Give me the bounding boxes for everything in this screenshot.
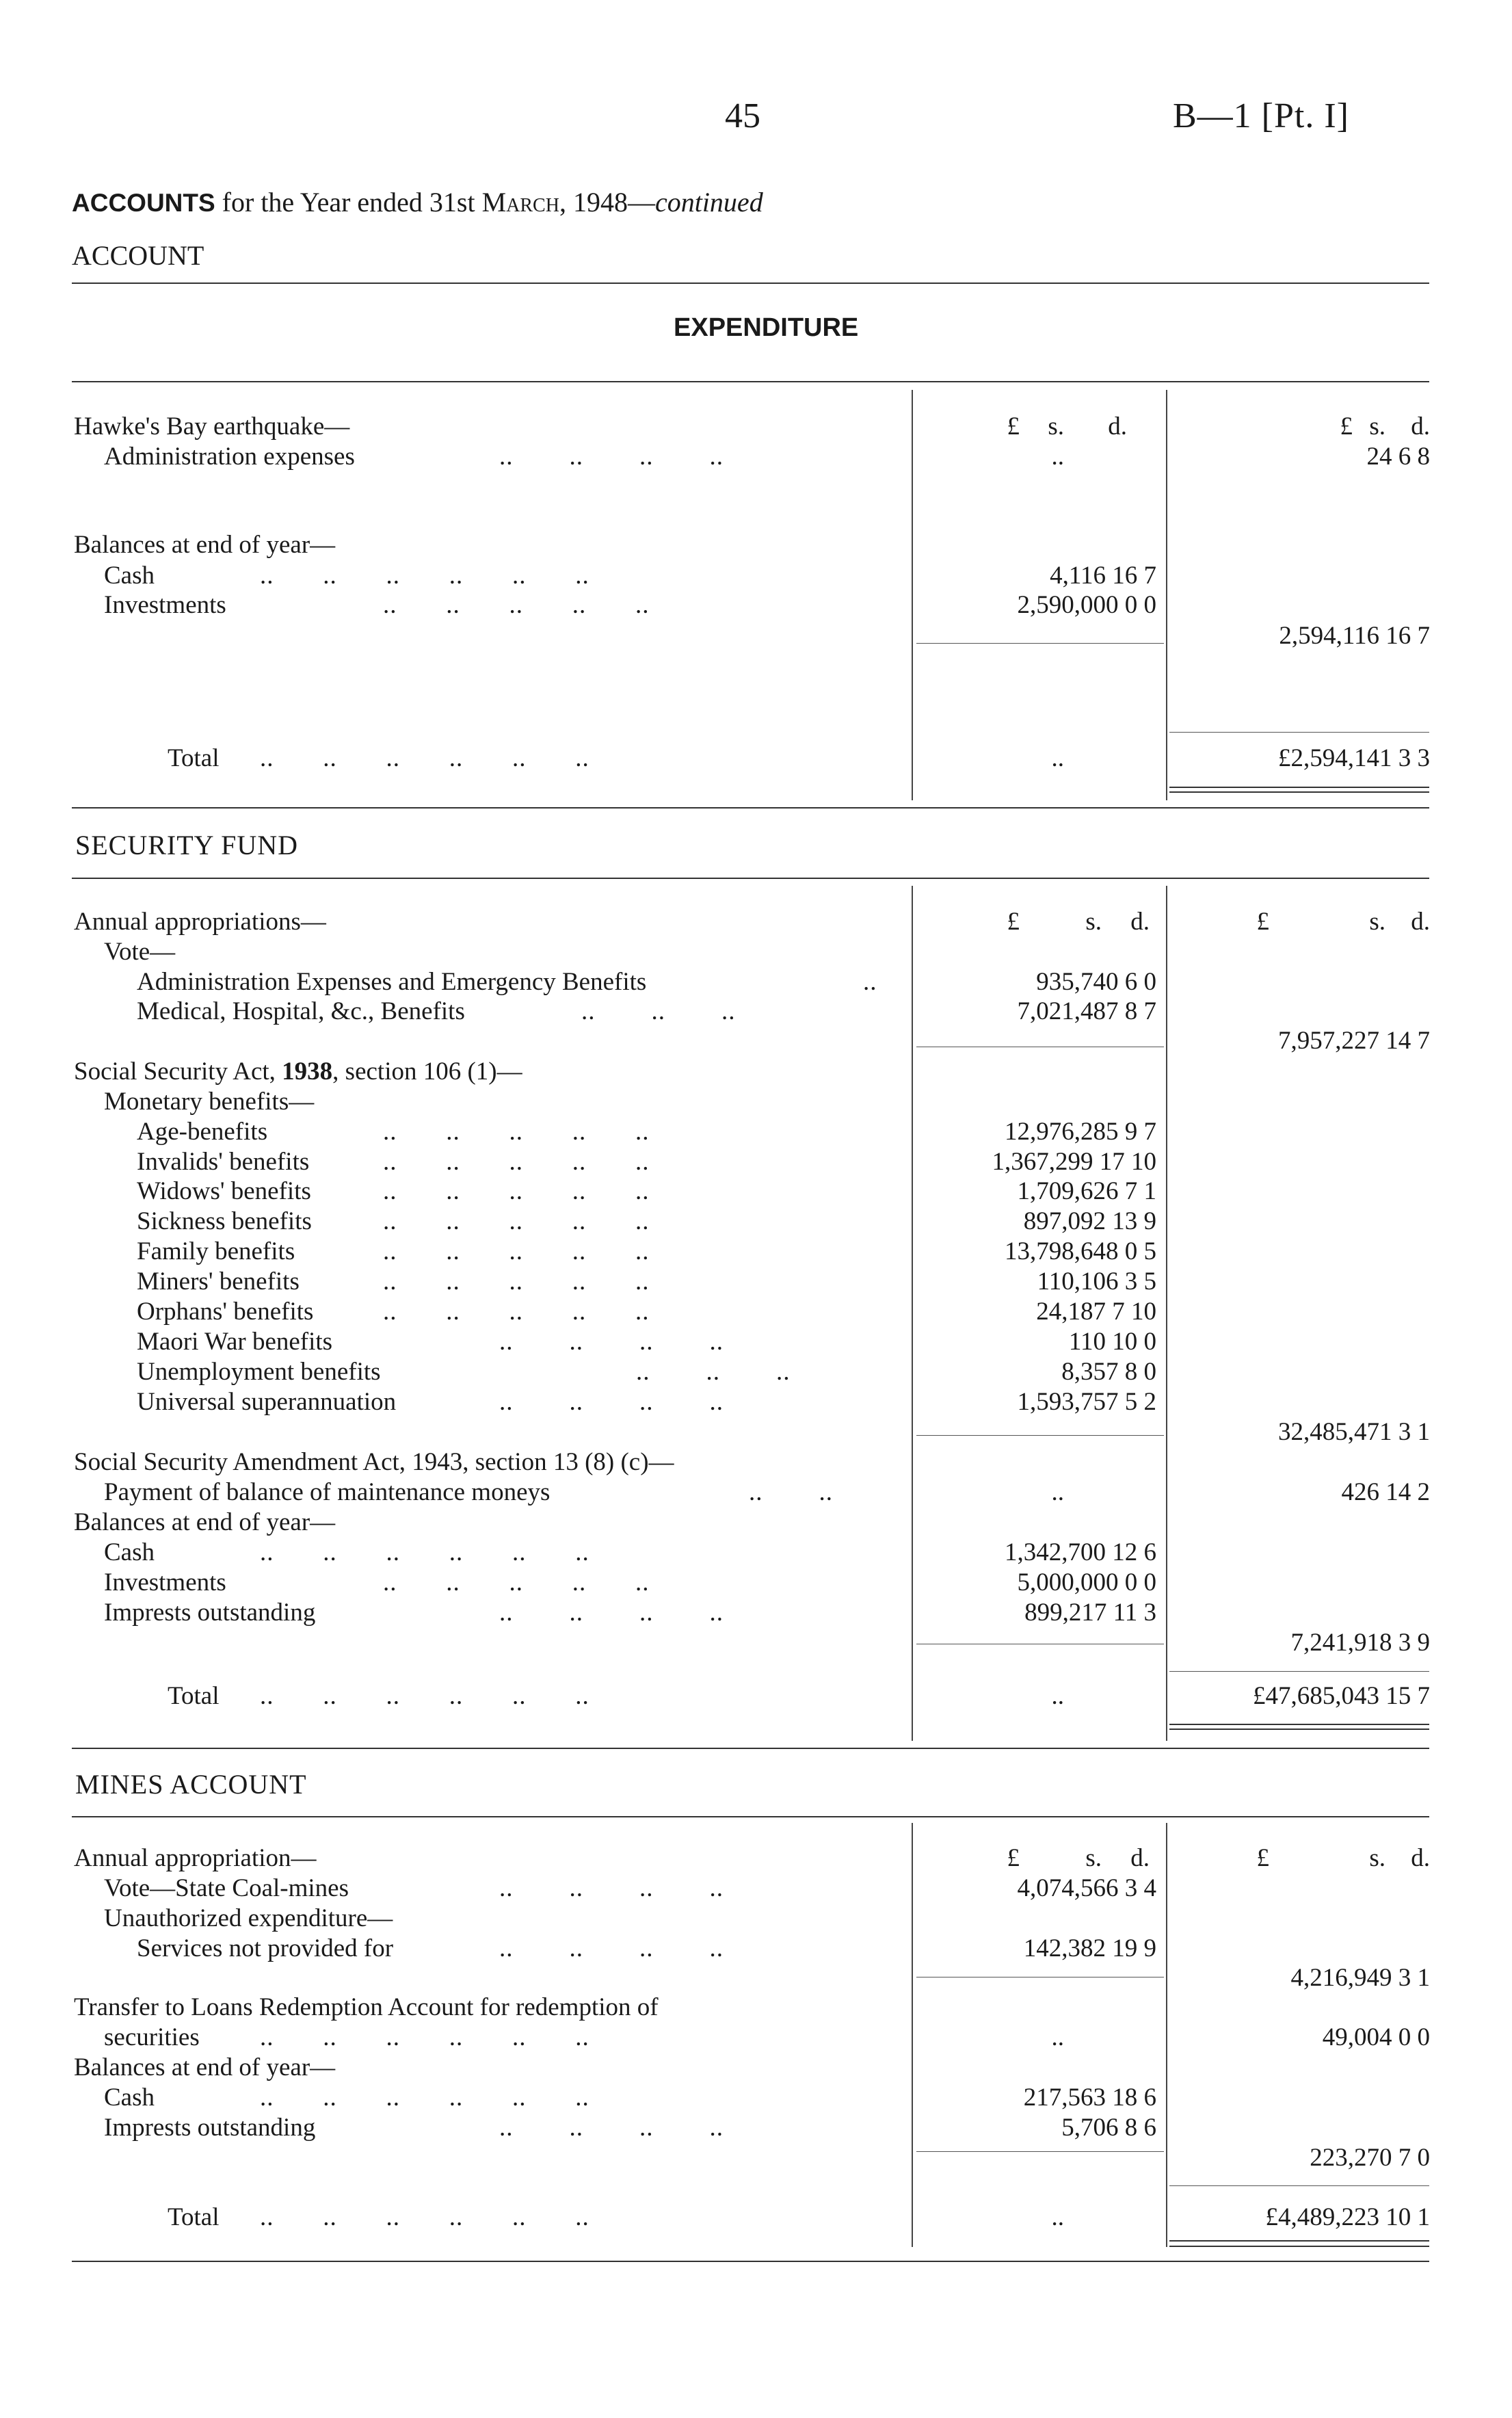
earthquake-admin-total: 24 6 8 [1366,443,1430,471]
security-balances-total-row [0,1628,1512,1658]
benefit-label: Miners' benefits [137,1267,300,1296]
mines-balances-label: Balances at end of year— [74,2053,336,2081]
accounts-heading-month: March [481,187,559,218]
leader-dots: .. .. .. .. [499,1599,724,1627]
mines-total-label: Total [168,2203,220,2231]
benefit-row [0,1117,1512,1147]
leader-dots: .. .. .. .. .. .. [260,2084,589,2112]
accounts-heading-text: for the Year ended 31st [215,187,482,218]
earthquake-investments-row [0,590,1512,620]
benefit-label: Age-benefits [137,1118,268,1146]
accounts-heading-year: , 1948— [559,187,655,218]
expenditure-heading: EXPENDITURE [674,313,859,342]
total-rule-double-2 [1169,791,1429,793]
security-admin-exp-row [0,967,1512,997]
rule-bottom [72,2261,1429,2262]
leader-dots: .. .. .. .. .. .. [260,2203,589,2231]
security-ssa-row [0,1057,1512,1087]
col2-pence-header: d. [1411,908,1430,936]
security-monetary-row [0,1087,1512,1117]
leader-dots: .. .. .. .. [499,1328,724,1356]
total-rule-top [1169,2185,1429,2186]
earthquake-admin-row [0,442,1512,472]
total-rule-top [1169,1671,1429,1672]
col2-pounds-header: £ [1256,908,1269,936]
security-fund-title: SECURITY FUND [75,830,298,860]
mines-total-value: £4,489,223 10 1 [1265,2203,1430,2231]
benefit-row [0,1357,1512,1387]
benefit-label: Orphans' benefits [137,1298,314,1326]
security-balances-total: 7,241,918 3 9 [1290,1629,1430,1657]
mines-securities-col1: .. [1051,2023,1064,2051]
leader-dots: .. .. .. .. .. [383,1177,650,1205]
mines-imprests-row [0,2113,1512,2143]
benefit-value: 1,593,757 5 2 [1017,1388,1156,1416]
security-balances-label: Balances at end of year— [74,1508,336,1536]
benefit-row [0,1177,1512,1207]
col1-shillings-header: s. [1048,412,1064,441]
leader-dots: .. .. .. .. [499,443,724,471]
earthquake-investments-value: 2,590,000 0 0 [1017,591,1156,619]
benefit-value: 8,357 8 0 [1061,1358,1156,1386]
mines-balances-row [0,2053,1512,2083]
security-investments-label: Investments [104,1568,226,1596]
leader-dots: .. .. .. .. .. .. [260,1538,589,1566]
earthquake-admin-col1: .. [1051,443,1064,471]
leader-dots: .. .. .. .. .. .. [260,1682,589,1710]
mines-vote-value: 4,074,566 3 4 [1017,1874,1156,1902]
leader-dots: .. .. .. .. .. [383,1148,650,1176]
rule-under-expenditure [72,381,1429,382]
mines-securities-label: securities [104,2023,200,2051]
leader-dots: .. .. .. [636,1358,791,1386]
security-maint-row [0,1477,1512,1508]
earthquake-balances-row [0,530,1512,560]
security-total-label: Total [168,1682,220,1710]
leader-dots: .. .. .. .. [499,1934,724,1962]
mines-securities-row [0,2023,1512,2053]
security-investments-value: 5,000,000 0 0 [1017,1568,1156,1596]
leader-dots: .. .. .. .. .. .. [260,744,589,772]
mines-services-row [0,1934,1512,1964]
security-vote-label: Vote— [104,938,176,966]
mines-annual-row [0,1843,1512,1874]
col2-pounds-header: £ [1256,1844,1269,1872]
earthquake-heading-row [0,412,1512,442]
col1-pounds-header: £ [1007,908,1020,936]
security-imprests-row [0,1598,1512,1628]
earthquake-admin-label: Administration expenses [104,443,355,471]
security-cash-row [0,1538,1512,1568]
benefit-value: 13,798,648 0 5 [1005,1237,1156,1265]
mines-services-value: 142,382 19 9 [1023,1934,1156,1962]
leader-dots: .. [863,968,877,996]
benefit-row [0,1387,1512,1417]
benefit-value: 1,709,626 7 1 [1017,1177,1156,1205]
security-ssa-label-post: , section 106 (1)— [332,1057,522,1086]
earthquake-group-label: Hawke's Bay earthquake— [74,412,350,441]
rule-section-end [72,1748,1429,1749]
mines-annual-label: Annual appropriation— [74,1844,317,1872]
mines-imprests-label: Imprests outstanding [104,2114,316,2142]
col1-pounds-header: £ [1007,412,1020,441]
security-medical-row [0,997,1512,1027]
earthquake-balances-total: 2,594,116 16 7 [1279,622,1430,650]
leader-dots: .. .. .. .. [499,2114,724,2142]
col1-pence-header: d. [1108,412,1127,441]
leader-dots: .. .. .. .. .. [383,1118,650,1146]
benefit-label: Widows' benefits [137,1177,311,1205]
earthquake-investments-label: Investments [104,591,226,619]
leader-dots: .. .. .. .. .. [383,591,650,619]
mines-account-title: MINES ACCOUNT [75,1769,307,1800]
benefit-value: 1,367,299 17 10 [992,1148,1156,1176]
benefit-row [0,1297,1512,1327]
mines-total-col1: .. [1051,2203,1064,2231]
benefit-label: Universal superannuation [137,1388,397,1416]
accounts-heading-bold: ACCOUNTS [72,189,215,217]
earthquake-cash-value: 4,116 16 7 [1050,562,1156,590]
leader-dots: .. .. .. .. .. [383,1237,650,1265]
security-imprests-label: Imprests outstanding [104,1599,316,1627]
col2-pounds-header: £ [1340,412,1353,441]
mines-balances-total-row [0,2143,1512,2173]
benefit-row [0,1327,1512,1357]
rule-section-end [72,807,1429,809]
mines-transfer-label: Transfer to Loans Redemption Account for redemption of [74,1993,659,2021]
security-ssaa-label: Social Security Amendment Act, 1943, section 13 (8) (c)— [74,1448,674,1476]
leader-dots: .. .. [749,1478,833,1506]
mines-securities-total: 49,004 0 0 [1322,2023,1430,2051]
earthquake-balances-label: Balances at end of year— [74,531,336,559]
leader-dots: .. .. .. .. .. [383,1207,650,1235]
security-imprests-value: 899,217 11 3 [1024,1599,1156,1627]
security-annual-label: Annual appropriations— [74,908,326,936]
mines-cash-row [0,2083,1512,2113]
mines-approp-total: 4,216,949 3 1 [1290,1964,1430,1992]
leader-dots: .. .. .. .. [499,1874,724,1902]
security-ssa-label-pre: Social Security Act, [74,1057,282,1086]
col1-shillings-header: s. [1085,1844,1102,1872]
accounts-heading [72,186,763,218]
leader-dots: .. .. .. .. [499,1388,724,1416]
security-vote-total: 7,957,227 14 7 [1278,1027,1430,1055]
security-admin-exp-value: 935,740 6 0 [1036,968,1156,996]
benefit-row [0,1207,1512,1237]
mines-cash-value: 217,563 18 6 [1023,2084,1156,2112]
total-rule-double-1 [1169,1724,1429,1725]
leader-dots: .. .. .. .. .. [383,1298,650,1326]
benefit-row [0,1237,1512,1267]
security-vote-total-row [0,1026,1512,1056]
security-benefits-total-row [0,1417,1512,1447]
col1-pence-header: d. [1130,908,1150,936]
leader-dots: .. .. .. .. .. [383,1568,650,1596]
benefit-label: Invalids' benefits [137,1148,310,1176]
mines-vote-row [0,1874,1512,1904]
mines-cash-label: Cash [104,2084,155,2112]
earthquake-total-col1: .. [1051,744,1064,772]
total-rule-top [1169,732,1429,733]
leader-dots: .. .. .. .. .. .. [260,2023,589,2051]
security-ssaa-row [0,1447,1512,1477]
benefit-label: Family benefits [137,1237,295,1265]
accounts-heading-continued: continued [654,187,763,218]
earthquake-total-row [0,744,1512,774]
security-cash-value: 1,342,700 12 6 [1005,1538,1156,1566]
document-reference: B—1 [Pt. I] [1173,96,1349,135]
security-benefits-total: 32,485,471 3 1 [1278,1418,1430,1446]
security-maint-label: Payment of balance of maintenance moneys [104,1478,551,1506]
col1-pounds-header: £ [1007,1844,1020,1872]
page-number: 45 [725,96,760,135]
security-ssa-label-bold: 1938 [282,1057,333,1086]
mines-unauth-row [0,1904,1512,1934]
account-label: ACCOUNT [72,240,204,271]
col2-shillings-header: s. [1369,412,1385,441]
mines-services-label: Services not provided for [137,1934,394,1962]
benefit-label: Sickness benefits [137,1207,312,1235]
total-rule-double-1 [1169,2240,1429,2242]
security-medical-value: 7,021,487 8 7 [1017,997,1156,1025]
security-annual-row [0,907,1512,937]
security-investments-row [0,1568,1512,1598]
total-rule-double-2 [1169,2246,1429,2247]
rule-under-mines [72,1816,1429,1817]
total-rule-double-1 [1169,787,1429,788]
mines-unauth-label: Unauthorized expenditure— [104,1904,393,1932]
benefit-value: 24,187 7 10 [1036,1298,1156,1326]
benefit-label: Unemployment benefits [137,1358,381,1386]
security-maint-total: 426 14 2 [1341,1478,1430,1506]
benefit-value: 110 10 0 [1068,1328,1156,1356]
benefit-value: 110,106 3 5 [1037,1267,1156,1296]
earthquake-balances-total-row [0,621,1512,651]
security-monetary-label: Monetary benefits— [104,1088,315,1116]
security-balances-row [0,1508,1512,1538]
col2-pence-header: d. [1411,1844,1430,1872]
col1-shillings-header: s. [1085,908,1102,936]
security-ssa-label [74,1057,522,1086]
benefit-value: 897,092 13 9 [1023,1207,1156,1235]
col2-shillings-header: s. [1369,1844,1385,1872]
security-medical-label: Medical, Hospital, &c., Benefits [137,997,465,1025]
security-admin-exp-label: Administration Expenses and Emergency Benefits [137,968,647,996]
rule-top [72,282,1429,284]
security-total-col1: .. [1051,1682,1064,1710]
leader-dots: .. .. .. [581,997,736,1025]
security-total-row [0,1681,1512,1711]
rule-under-security [72,878,1429,879]
benefit-label: Maori War benefits [137,1328,333,1356]
mines-total-row [0,2203,1512,2233]
earthquake-cash-label: Cash [104,562,155,590]
total-rule-double-2 [1169,1729,1429,1730]
col1-pence-header: d. [1130,1844,1150,1872]
col2-pence-header: d. [1411,412,1430,441]
earthquake-total-label: Total [168,744,220,772]
leader-dots: .. .. .. .. .. [383,1267,650,1296]
benefit-row [0,1147,1512,1177]
mines-approp-total-row [0,1963,1512,1993]
security-vote-row [0,937,1512,967]
mines-balances-total: 223,270 7 0 [1310,2144,1430,2172]
benefit-value: 12,976,285 9 7 [1005,1118,1156,1146]
benefit-row [0,1267,1512,1297]
mines-transfer-row [0,1993,1512,2023]
mines-imprests-value: 5,706 8 6 [1061,2114,1156,2142]
security-maint-col1: .. [1051,1478,1064,1506]
earthquake-total-value: £2,594,141 3 3 [1278,744,1430,772]
security-total-value: £47,685,043 15 7 [1253,1682,1430,1710]
earthquake-cash-row [0,561,1512,591]
mines-vote-label: Vote—State Coal-mines [104,1874,349,1902]
leader-dots: .. .. .. .. .. .. [260,562,589,590]
col2-shillings-header: s. [1369,908,1385,936]
security-cash-label: Cash [104,1538,155,1566]
